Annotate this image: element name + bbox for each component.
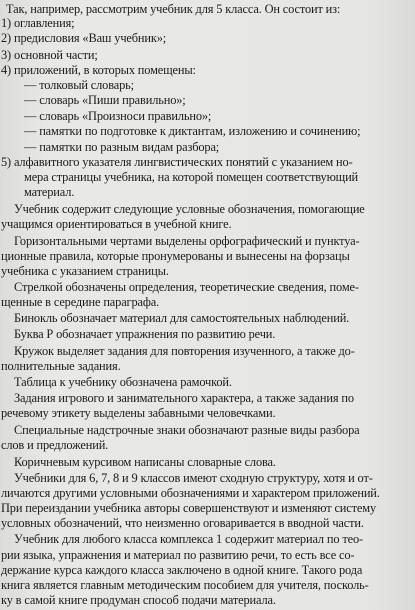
text-line: Так, например, рассмотрим учебник для 5 класса. Он состоит из: (6, 2, 341, 16)
paragraph-line: Кружок выделяет задания для повторения изученного, а также до- (14, 343, 355, 358)
sub-list-item: — словарь «Произноси правильно»; (24, 109, 212, 124)
paragraph-line: рии языка, упражнения и материал по развитию речи, то есть все со- (1, 547, 355, 562)
sub-list-item: — словарь «Пиши правильно»; (24, 93, 186, 108)
paragraph-line: Бинокль обозначает материал для самостоятельных наблюдений. (14, 311, 350, 326)
list-item: 3) основной части; (1, 47, 98, 62)
paragraph-line: держание курса каждого класса заключено в одной книге. Такого рода (1, 562, 363, 577)
sub-list-item: — толковый словарь; (24, 77, 134, 92)
paragraph-line: речевому этикету выделены забавными человечками. (1, 406, 276, 421)
list-item: 1) оглавления; (1, 16, 75, 31)
paragraph-line: щенные в середине параграфа. (1, 295, 160, 310)
paragraph-line: Учебник для любого класса комплекса 1 содержит материал по тео- (14, 532, 364, 547)
paragraph-line: Таблица к учебнику обозначена рамочкой. (14, 374, 232, 389)
paragraph-line: книга является главным методическим пособием для учителя, посколь- (1, 577, 369, 592)
list-item: 5) алфавитного указателя лингвистических понятий с указанием но- (1, 154, 353, 169)
paragraph-line: Задания игрового и занимательного характера, а также задания по (14, 390, 354, 405)
list-item: 4) приложений, в которых помещены: (1, 62, 196, 77)
paragraph-line: личаются другими условными обозначениями и характером приложений. (1, 485, 380, 500)
list-item-continuation: материал. (24, 185, 75, 200)
paragraph-line: Стрелкой обозначены определения, теоретические сведения, поме- (14, 280, 359, 294)
paragraph-line: Учебники для 6, 7, 8 и 9 классов имеют сходную структуру, хотя и от- (14, 470, 373, 485)
paragraph-line: Коричневым курсивом написаны словарные слова. (14, 454, 276, 469)
paragraph-line: полнительные задания. (1, 358, 121, 373)
paragraph-line: ционные правила, которые пронумерованы и вынесены на форзацы (1, 248, 350, 263)
paragraph-line: Специальные надстрочные знаки обозначают разные виды разбора (14, 423, 360, 438)
list-item-continuation: мера страницы учебника, на которой помещен соответствующий (24, 169, 359, 184)
sub-list-item: — памятки по подготовке к диктантам, изложению и сочинению; (24, 124, 361, 139)
paragraph-line: учебника с указанием страницы. (1, 263, 169, 278)
paragraph-line: Горизонтальными чертами выделены орфографический и пунктуа- (14, 233, 360, 248)
paragraph-line: учащимся ориентироваться в учебной книге. (1, 217, 232, 232)
paragraph-line: ку в самой книге продуман способ подачи материала. (1, 593, 276, 607)
sub-list-item: — памятки по разным видам разбора; (24, 139, 220, 154)
list-item: 2) предисловия «Ваш учебник»; (1, 31, 167, 46)
paragraph-line: Буква Р обозначает упражнения по развитию речи. (14, 327, 276, 342)
paragraph-line: слов и предложений. (1, 438, 109, 453)
paragraph-line: При переиздании учебника авторы совершенствуют и изменяют систему (1, 501, 376, 515)
paragraph-line: Учебник содержит следующие условные обозначения, помогающие (14, 202, 365, 217)
paragraph-line: условных обозначений, что неизменно оговаривается в вводной части. (1, 516, 364, 531)
